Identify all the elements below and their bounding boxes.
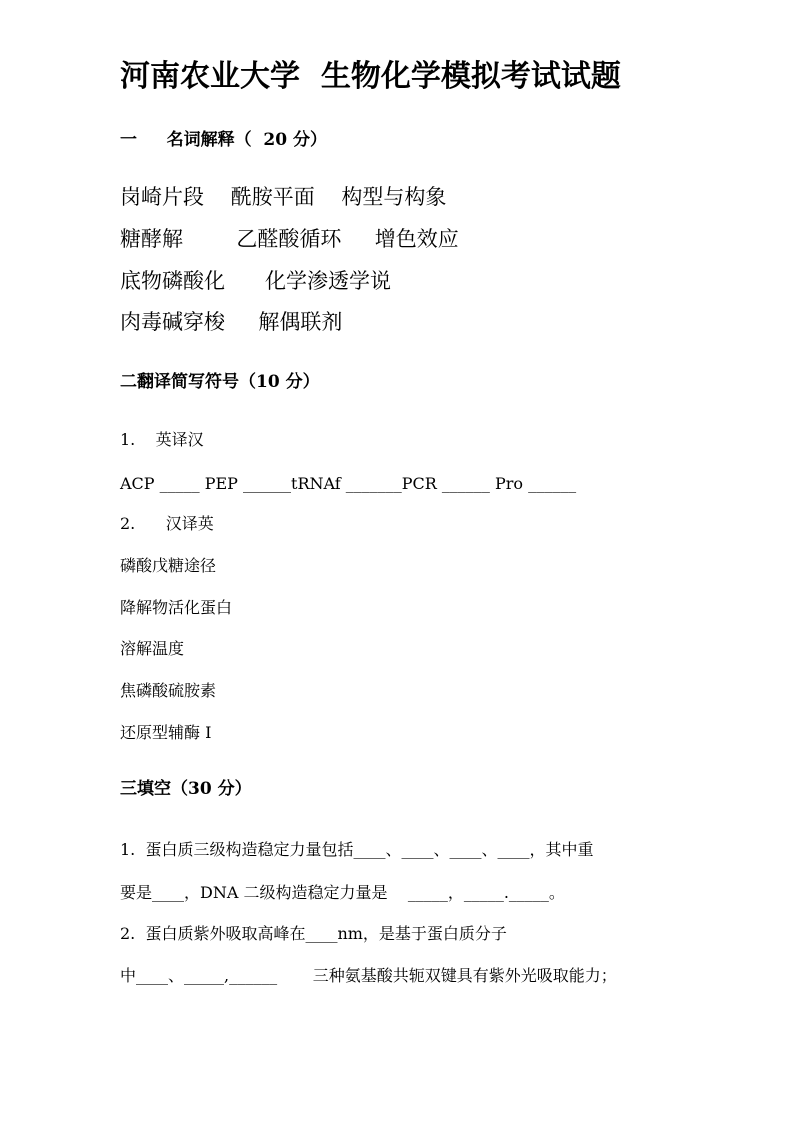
subsection-label: 1. 英译汉 [120, 430, 204, 449]
term-line: 糖酵解 乙醛酸循环 增色效应 [120, 227, 459, 251]
abbreviation-line: ACP _____ PEP ______tRNAf _______PCR ______ Pro ______ [120, 474, 577, 493]
fill-line: 中____、_____,______ 三种氨基酸共轭双键具有紫外光吸取能力； [120, 966, 617, 985]
term-line: 底物磷酸化 化学渗透学说 [120, 269, 392, 293]
translate-item: 还原型辅酶 I [120, 723, 212, 742]
fill-line: 要是____，DNA 二级构造稳定力量是 _____，_____._____。 [120, 883, 565, 902]
translate-item: 溶解温度 [120, 639, 185, 658]
section-1-heading: 一 名词解释（ 20 分） [120, 130, 328, 150]
translate-item: 焦磷酸硫胺素 [120, 681, 217, 700]
fill-line: 2. 蛋白质紫外吸取高峰在____nm，是基于蛋白质分子 [120, 924, 507, 943]
fill-line: 1. 蛋白质三级构造稳定力量包括____、____、____、____，其中重 [120, 840, 594, 859]
section-3-heading: 三填空（30 分） [120, 779, 252, 799]
translate-item: 磷酸戊糖途径 [120, 556, 217, 575]
translate-item: 降解物活化蛋白 [120, 598, 233, 617]
document-title: 河南农业大学 生物化学模拟考试试题 [120, 59, 621, 94]
subsection-label: 2. 汉译英 [120, 514, 214, 533]
term-line: 肉毒碱穿梭 解偶联剂 [120, 310, 343, 334]
section-2-heading: 二翻译简写符号（10 分） [120, 372, 320, 392]
term-line: 岗崎片段 酰胺平面 构型与构象 [120, 185, 447, 209]
